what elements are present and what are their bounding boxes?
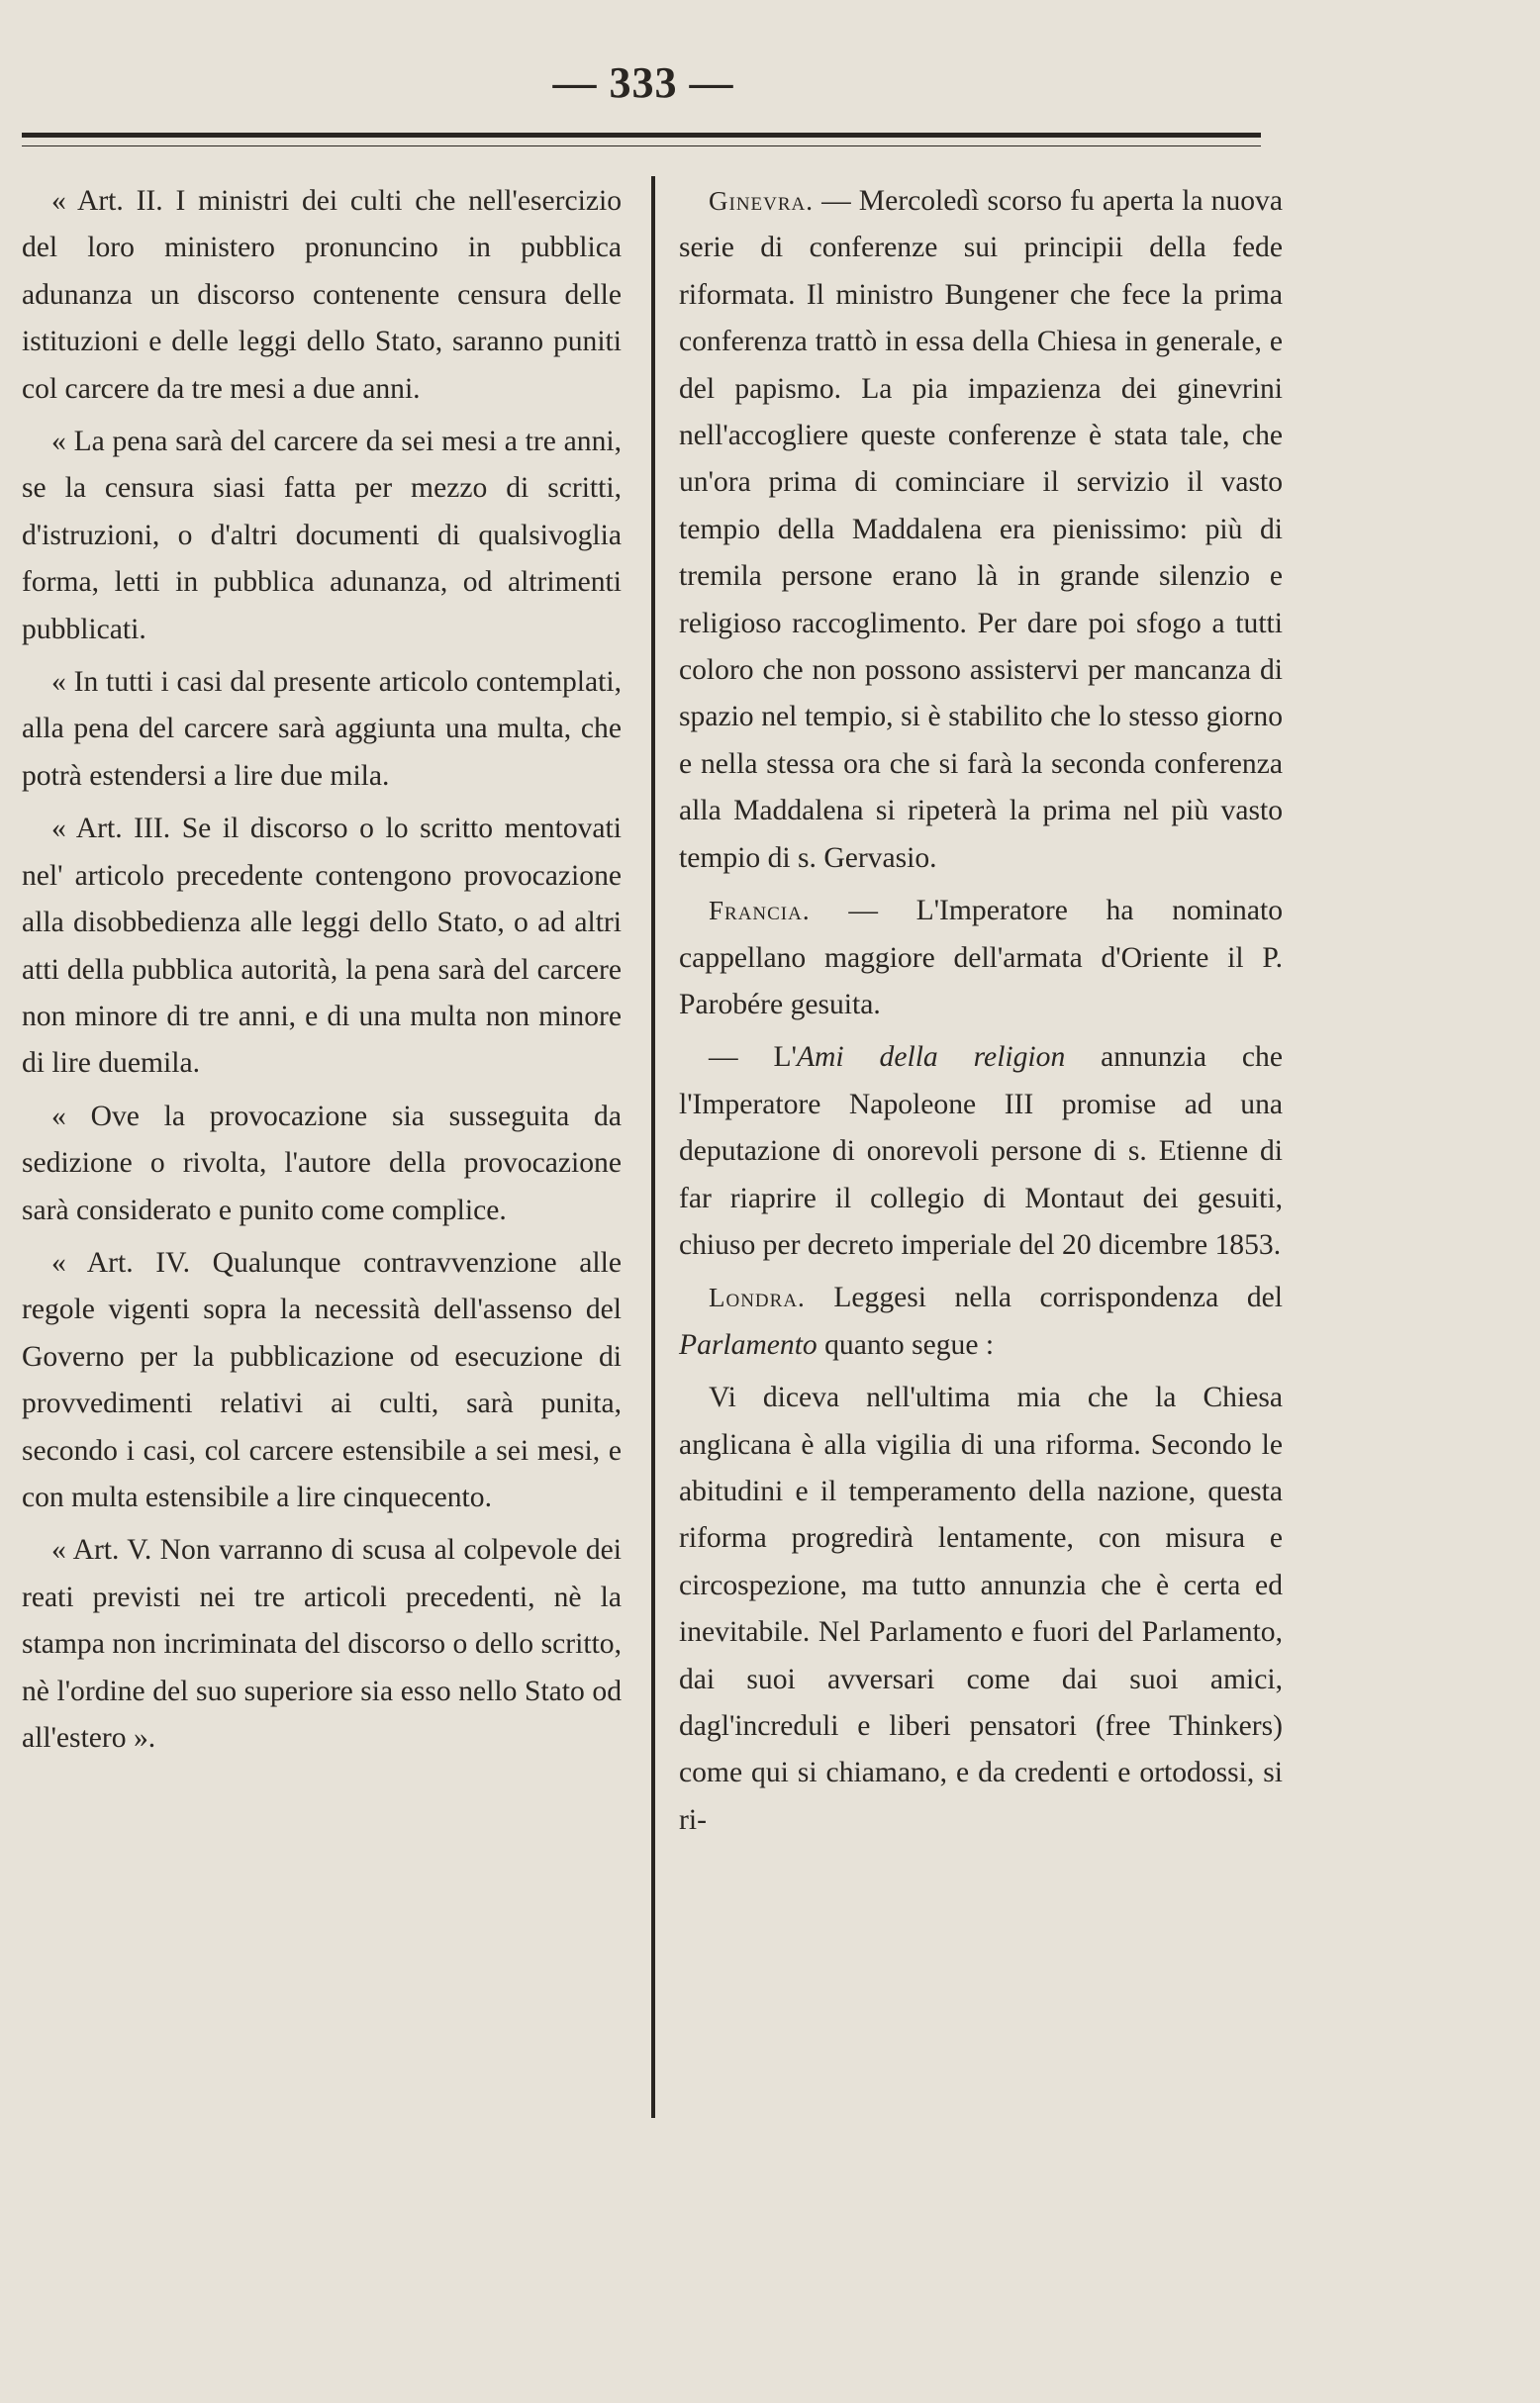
paragraph: « Art. III. Se il discorso o lo scritto mentovati nel' articolo precedente contengono provocazione alla disobbedienza alle leggi dello Stato, o ad altri atti della pubblica autorità, la pena sarà del carcere non minore di tre anni, e di una multa non minore di lire duemila.	[22, 813, 622, 1080]
news-item-londra	[679, 1275, 1283, 1369]
news-text: — L'Imperatore ha nominato cappellano maggiore dell'armata d'Oriente il P. Parobére gesuita.	[679, 895, 1283, 1020]
news-text: quanto segue :	[817, 1328, 995, 1361]
paragraph: « Art. V. Non varranno di scusa al colpevole dei reati previsti nei tre articoli precedenti, nè la stampa non incriminata del discorso o dello scritto, nè l'ordine del suo superiore sia esso nello Stato od all'estero ».	[22, 1534, 622, 1754]
column-divider	[651, 176, 655, 2118]
news-text: — L'	[709, 1041, 797, 1074]
news-item-ami	[679, 1034, 1283, 1269]
paragraph: « Art. II. I ministri dei culti che nell'esercizio del loro ministero pronuncino in pubblica adunanza un discorso contenente censura delle istituzioni e delle leggi dello Stato, saranno puniti col carcere da tre mesi a due anni.	[22, 185, 622, 405]
section-head: Ginevra.	[709, 186, 815, 216]
newspaper-title: Ami della religion	[796, 1041, 1066, 1074]
right-column	[679, 178, 1283, 1850]
section-head: Francia.	[709, 896, 811, 926]
paragraph: Vi diceva nell'ultima mia che la Chiesa anglicana è alla vigilia di una riforma. Secondo le abitudini e il temperamento della nazione, questa riforma progredirà lentamente, con misura e circospezione, ma tutto annunzia che è certa ed inevitabile. Nel Parlamento e fuori del Parlamento, dai suoi avversari come dai suoi amici, dagl'increduli e liberi pensatori (free Thinkers) come qui si chiamano, e da credenti e ortodossi, si ri-	[679, 1382, 1283, 1836]
news-item-francia	[679, 888, 1283, 1028]
news-text: Leggesi nella corrispondenza del	[805, 1282, 1283, 1314]
left-column	[22, 178, 622, 1768]
paragraph: « Art. IV. Qualunque contravvenzione alle regole vigenti sopra la necessità dell'assenso del Governo per la pubblicazione od esecuzione di provvedimenti relativi ai culti, sarà punita, secondo i casi, col carcere estensibile a sei mesi, e con multa estensibile a lire cinquecento.	[22, 1246, 622, 1513]
paragraph: « In tutti i casi dal presente articolo contemplati, alla pena del carcere sarà aggiunta una multa, che potrà estendersi a lire due mila.	[22, 666, 622, 792]
section-head: Londra.	[709, 1283, 806, 1313]
news-item-ginevra	[679, 178, 1283, 882]
paragraph: « La pena sarà del carcere da sei mesi a tre anni, se la censura siasi fatta per mezzo di scritti, d'istruzioni, o d'altri documenti di qualsivoglia forma, letti in pubblica adunanza, od altrimenti pubblicati.	[22, 426, 622, 645]
news-text: — Mercoledì scorso fu aperta la nuova serie di conferenze sui principii della fede riformata. Il ministro Bungener che fece la prima conferenza trattò in essa della Chiesa in generale, e del papismo. La pia impazienza dei ginevrini nell'accogliere queste conferenze è stata tale, che un'ora prima di cominciare il servizio il vasto tempio della Maddalena era pienissimo: più di tremila persone erano là in grande silenzio e religioso raccoglimento. Per dare poi sfogo a tutti coloro che non possono assistervi per mancanza di spazio nel tempio, si è stabilito che lo stesso giorno e nella stessa ora che si farà la seconda conferenza alla Maddalena si ripeterà la prima nel più vasto tempio di s. Gervasio.	[679, 185, 1283, 874]
newspaper-title: Parlamento	[679, 1328, 818, 1361]
page-number: — 333 —	[552, 58, 734, 107]
news-text: annunzia che l'Imperatore Napoleone III promise ad una deputazione di onorevoli persone di s. Etienne di far riaprire il collegio di Montaut dei gesuiti, chiuso per decreto imperiale del 20 dicembre 1853.	[679, 1041, 1283, 1261]
paragraph: « Ove la provocazione sia susseguita da sedizione o rivolta, l'autore della provocazione sarà considerato e punito come complice.	[22, 1100, 622, 1226]
header-rule	[22, 133, 1261, 146]
